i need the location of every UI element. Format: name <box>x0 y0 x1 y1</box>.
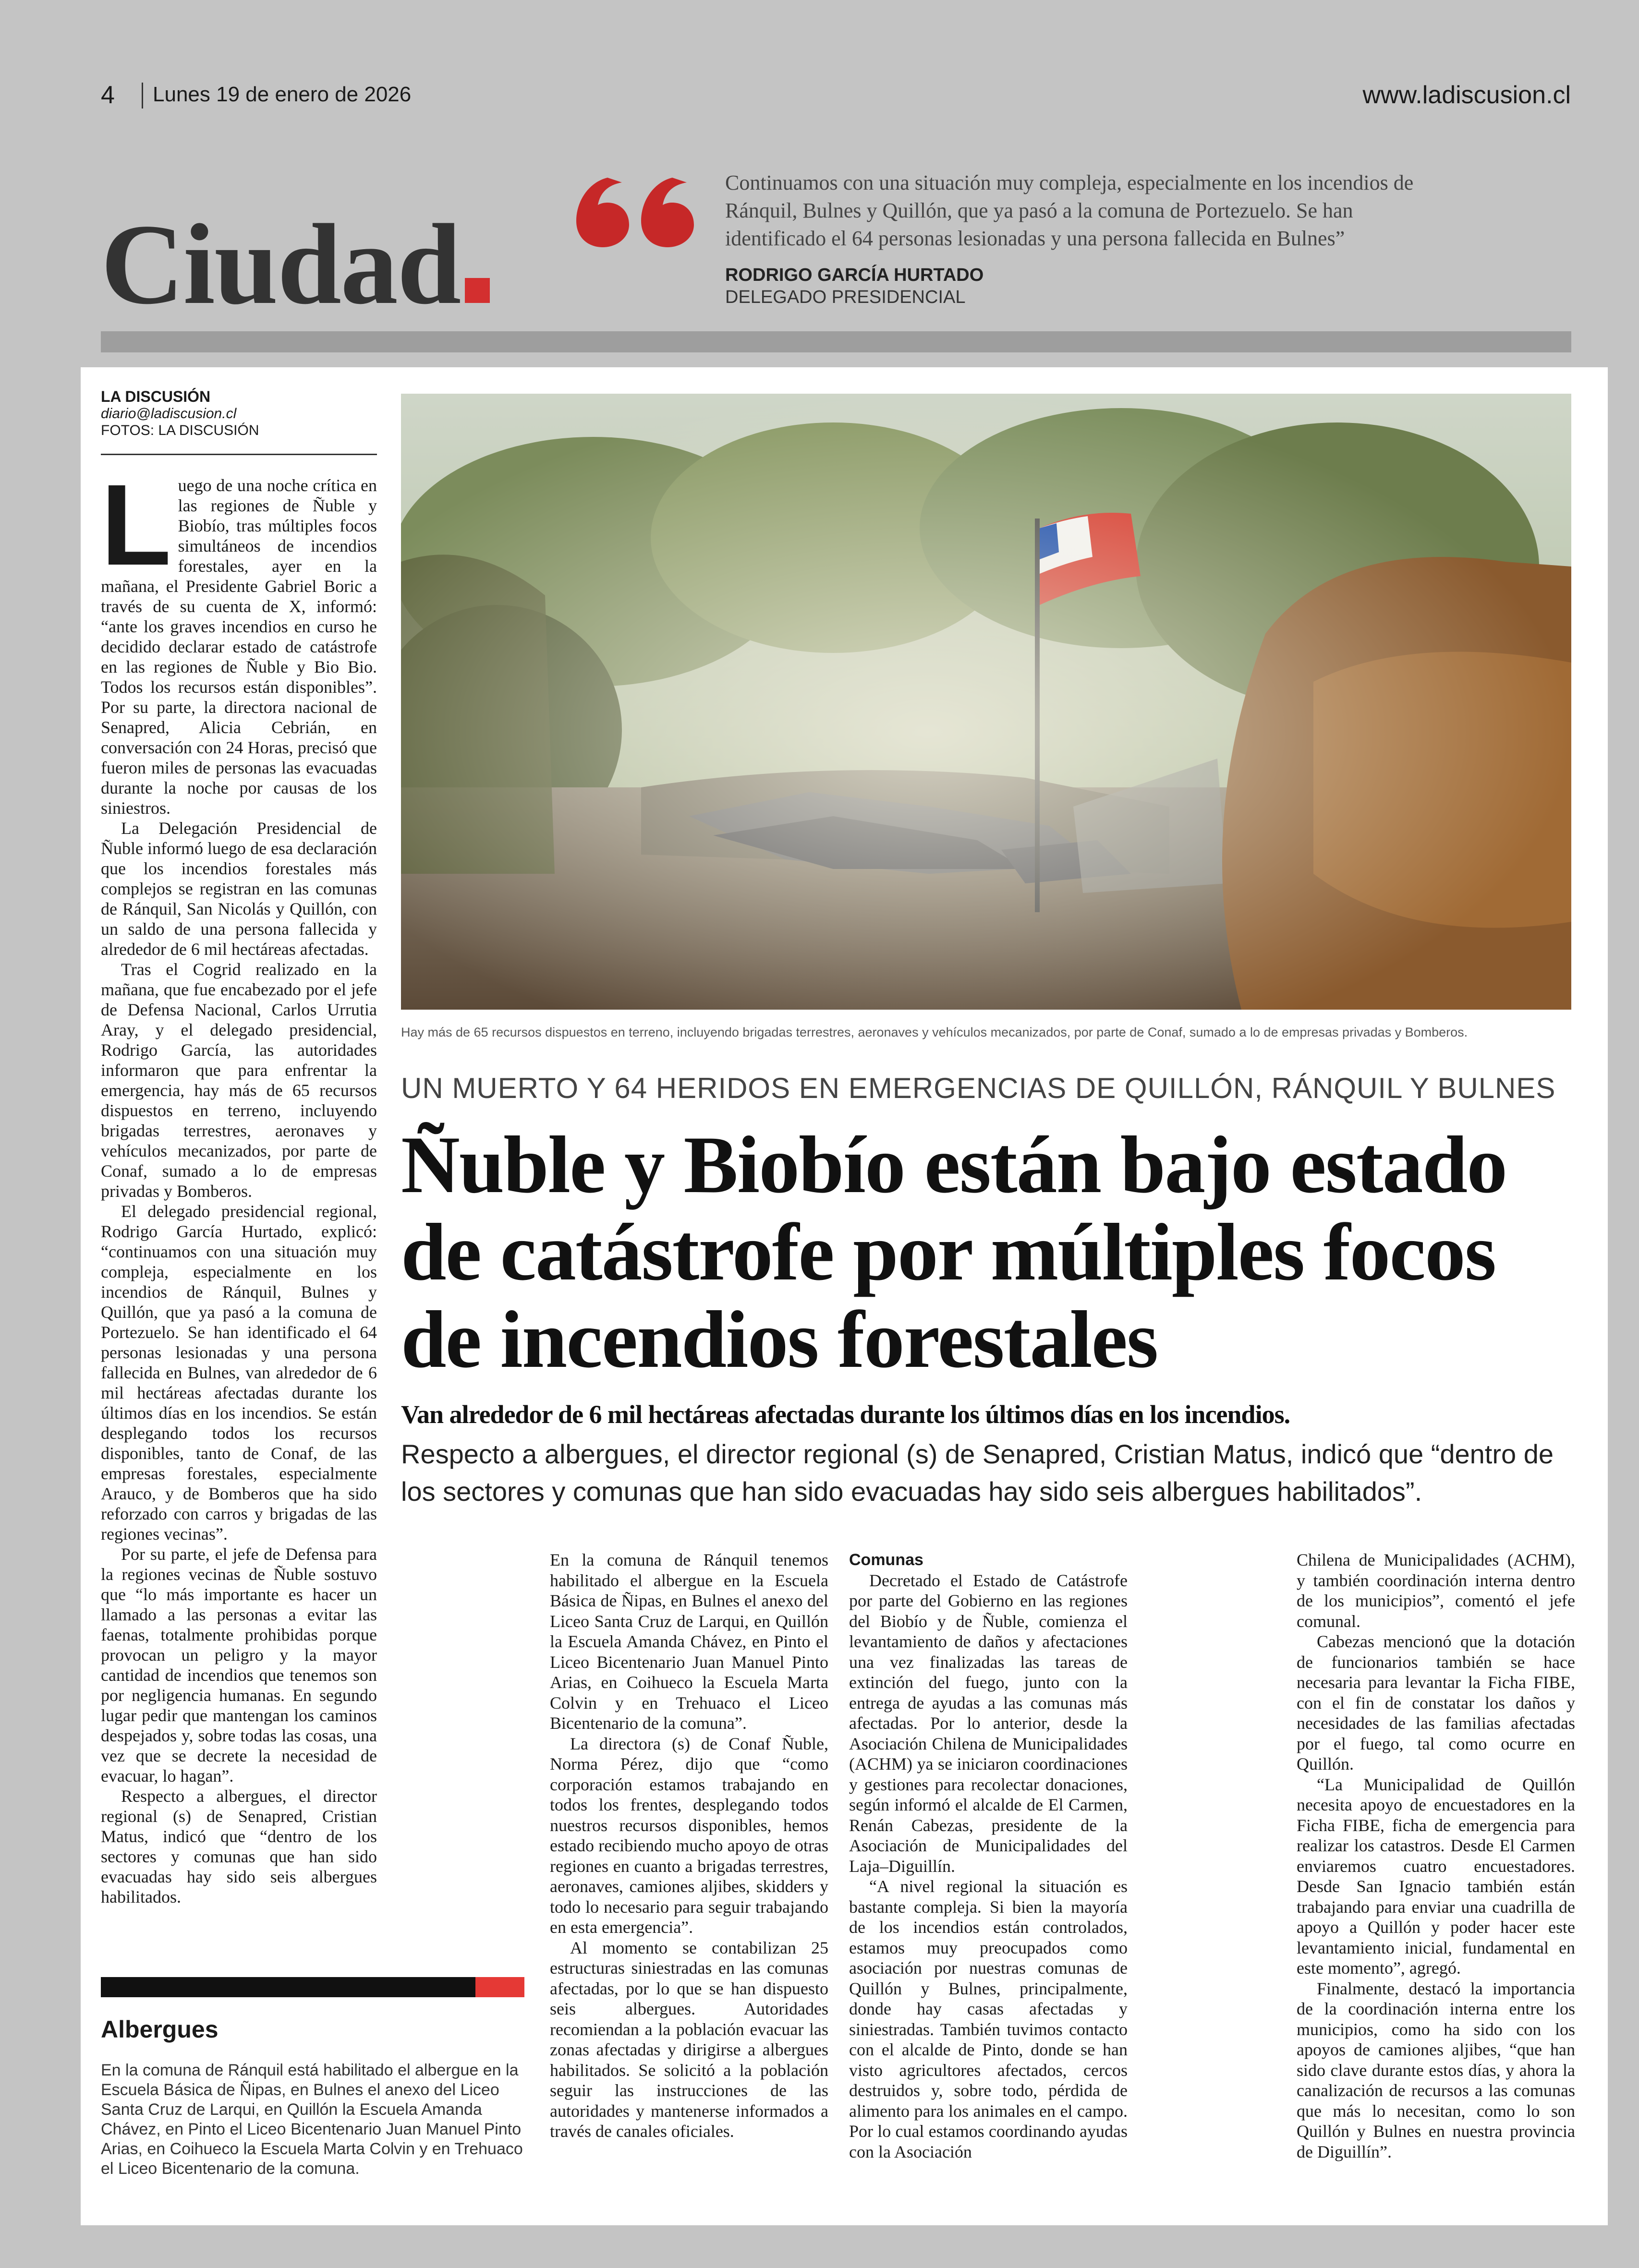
pull-quote-author: RODRIGO GARCÍA HURTADO <box>725 265 984 285</box>
article-headline: Ñuble y Biobío están bajo estado de catástrofe por múltiples focos de incendios forestales <box>401 1120 1507 1385</box>
article-kicker: UN MUERTO Y 64 HERIDOS EN EMERGENCIAS DE QUILLÓN, RÁNQUIL Y BULNES <box>401 1072 1556 1104</box>
paragraph: “La Municipalidad de Quillón necesita apoyo de encuestadores en la Ficha FIBE, ficha de emergencia para realizar los catastros. Desde El Carmen enviaremos cuatro encuestadores. Desde San Ignacio también están trabajando para enviar una cuadrilla de apoyo a Quillón y poder hacer este levantamiento inicial, fundamental en este momento”, agregó. <box>1297 1774 1575 1978</box>
byline-rule <box>101 454 377 455</box>
paragraph: La Delegación Presidencial de Ñuble informó luego de esa declaración que los incendios forestales más complejos se registran en las comunas de Ránquil, San Nicolás y Quillón, con un saldo de una persona fallecida y alrededor de 6 mil hectáreas afectadas. <box>101 819 377 959</box>
paragraph: Al momento se contabilizan 25 estructuras siniestradas en las comunas afectadas, por lo que se han dispuesto seis albergues. Autoridades recomiendan a la población evacuar las zonas afectadas y dirigirse a albergues habilitados. Se solicitó a la población seguir las instrucciones de las autoridades y mantenerse informados a través de canales oficiales. <box>550 1938 828 2141</box>
photo-caption: Hay más de 65 recursos dispuestos en terreno, incluyendo brigadas terrestres, aeronaves y vehículos mecanizados, por parte de Conaf, sumado a lo de empresas privadas y Bomberos. <box>401 1025 1468 1039</box>
paragraph: El delegado presidencial regional, Rodrigo García Hurtado, explicó: “continuamos con una situación muy compleja, especialmente en los incendios de Ránquil, Bulnes y Quillón, que ya pasó a la comuna de Portezuelo. Se han identificado el 64 personas lesionadas y una persona fallecida en Bulnes, van alrededor de 6 mil hectáreas afectadas durante los últimos días en los incendios. Se están desplegando todos los recursos disponibles, tanto de Conaf, de las empresas forestales, especialmente Arauco, y de Bomberos que ha sido reforzado con carros y brigadas de las regiones vecinas”. <box>101 1202 377 1544</box>
article-subhead: Respecto a albergues, el director regional (s) de Senapred, Cristian Matus, indicó que “dentro de los sectores y comunas que han sido evacuadas hay sido seis albergues habilitados”. <box>401 1439 1554 1507</box>
sidebar-box-body: En la comuna de Ránquil está habilitado el albergue en la Escuela Básica de Ñipas, en Bulnes el anexo del Liceo Santa Cruz de Larqui, en Quillón la Escuela Amanda Chávez, en Pinto el Liceo Bicentenario Juan Manuel Pinto Arias, en Coihueco la Escuela Marta Colvin y en Trehuaco el Liceo Bicentenario de la comuna. <box>101 2061 523 2178</box>
box-rule-accent <box>475 1977 524 1997</box>
paragraph: Decretado el Estado de Catástrofe por parte del Gobierno en las regiones del Biobío y de Ñuble, comienza el levantamiento de daños y afectaciones una vez finalizadas las tareas de extinción del fuego, junto con la entrega de ayudas a las comunas más afectadas. Por lo anterior, desde la Asociación Chilena de Municipalidades (ACHM) ya se iniciaron coordinaciones y gestiones para recolectar donaciones, según informó el alcalde de El Carmen, Renán Cabezas, presidente de la Asociación de Municipalidades del Laja–Diguillín. <box>849 1570 1128 1876</box>
section-title <box>101 200 490 328</box>
byline-outlet: LA DISCUSIÓN <box>101 388 211 405</box>
body-column-2 <box>849 1550 1128 2162</box>
website-link[interactable]: www.ladiscusion.cl <box>1362 81 1571 109</box>
sidebar-box-title: Albergues <box>101 2016 219 2043</box>
section-title-text: Ciudad <box>101 200 461 328</box>
lead-paragraph <box>101 460 377 818</box>
section-bar <box>101 331 1571 352</box>
drop-cap: L <box>101 460 171 589</box>
paragraph: Por su parte, el jefe de Defensa para la regiones vecinas de Ñuble sostuvo que “lo más importante es hacer un llamado a las personas a evitar las faenas, totalmente prohibidas porque provocan un peligro y la mayor cantidad de incendios que tenemos son por negligencia humanas. En segundo lugar pedir que mantengan los caminos despejados y, sobre todas las cosas, una vez que se decrete la necesidad de evacuar, lo hagan”. <box>101 1544 377 1785</box>
header-divider <box>142 83 143 109</box>
paragraph: “A nivel regional la situación es bastante compleja. Si bien la mayoría de los incendios están controlados, estamos muy preocupados como asociación por nuestras comunas de Quillón y Bulnes, principalmente, donde hay casas afectadas y siniestradas. También tuvimos contacto con el alcalde de Pinto, donde se han visto agricultores afectados, cercos destruidos y, sobre todo, pérdida de alimento para los animales en el campo. Por lo cual estamos coordinando ayudas con la Asociación <box>849 1877 1128 2161</box>
page-number: 4 <box>101 81 115 109</box>
paragraph: Cabezas mencionó que la dotación de funcionarios también se hace necesaria para levantar la Ficha FIBE, con el fin de constatar los daños y necesidades de las familias afectadas por el fuego, tal como ocurre en Quillón. <box>1297 1632 1575 1773</box>
article-subhead-bold: Van alrededor de 6 mil hectáreas afectadas durante los últimos días en los incendios. <box>401 1400 1290 1429</box>
byline-photos: FOTOS: LA DISCUSIÓN <box>101 422 259 438</box>
pull-quote-text: Continuamos con una situación muy compleja, especialmente en los incendios de Ránquil, Bulnes y Quillón, que ya pasó a la comuna de Portezuelo. Se han identificado el 64 personas lesionadas y una persona fallecida en Bulnes” <box>725 171 1414 250</box>
paragraph: Chilena de Municipalidades (ACHM), y también coordinación interna dentro de los municipios”, comentó el jefe comunal. <box>1297 1550 1575 1631</box>
issue-date: Lunes 19 de enero de 2026 <box>153 83 412 106</box>
section-dot <box>465 278 490 303</box>
paragraph: La directora (s) de Conaf Ñuble, Norma Pérez, dijo que “como corporación estamos trabajando en todos los frentes, desplegando todos nuestros recursos disponibles, hemos estado recibiendo mucho apoyo de otras regiones en cuanto a brigadas terrestres, aeronaves, camiones aljibes, skidders y todo lo necesario para seguir trabajando en esta emergencia”. <box>550 1734 828 1937</box>
fire-scene-photo <box>401 394 1571 1010</box>
box-rule <box>101 1977 475 1997</box>
paragraph: Respecto a albergues, el director regional (s) de Senapred, Cristian Matus, indicó que “dentro de los sectores y comunas que han sido evacuadas hay sido seis albergues habilitados. <box>101 1786 377 1906</box>
body-column-1 <box>550 1550 828 2142</box>
pull-quote-role: DELEGADO PRESIDENCIAL <box>725 287 966 307</box>
lead-paragraph-text: uego de una noche crítica en las regiones de Ñuble y Biobío, tras múltiples focos simultáneos de incendios forestales, ayer en la mañana, el Presidente Gabriel Boric a través de su cuenta de X, informó: “ante los graves incendios en curso he decidido declarar estado de catástrofe en las regiones de Ñuble y Bio Bio. Todos los recursos están disponibles”. Por su parte, la directora nacional de Senapred, Alicia Cebrián, en conversación con 24 Horas, precisó que fueron miles de personas las evacuadas durante la noche por causas de los siniestros. <box>101 476 377 818</box>
subheading: Comunas <box>849 1551 923 1569</box>
paragraph: Finalmente, destacó la importancia de la coordinación interna entre los municipios, como ha sido con los apoyos de camiones aljibes, “que han sido clave durante estos días, y ahora la canalización de recursos a las comunas que más lo necesitan, como lo son Quillón y Bulnes en nuestra provincia de Diguillín”. <box>1297 1978 1575 2161</box>
paragraph: Tras el Cogrid realizado en la mañana, que fue encabezado por el jefe de Defensa Nacional, Carlos Urrutia Aray, y el delegado presidencial, Rodrigo García, las autoridades informaron que para enfrentar la emergencia, hay más de 65 recursos dispuestos en terreno, incluyendo brigadas terrestres, aeronaves y vehículos mecanizados, por parte de Conaf, sumado a lo de empresas privadas y Bomberos. <box>101 960 377 1201</box>
left-column <box>101 460 377 1907</box>
quote-mark-icon <box>574 168 699 250</box>
body-column-3 <box>1297 1550 1575 2162</box>
paragraph: En la comuna de Ránquil tenemos habilitado el albergue en la Escuela Básica de Ñipas, en Bulnes el anexo del Liceo Santa Cruz de Larqui, en Quillón la Escuela Amanda Chávez, en Pinto el Liceo Bicentenario Juan Manuel Pinto Arias, en Coihueco la Escuela Marta Colvin y en Trehuaco el Liceo Bicentenario de la comuna”. <box>550 1550 828 1733</box>
byline-email[interactable]: diario@ladiscusion.cl <box>101 406 237 422</box>
